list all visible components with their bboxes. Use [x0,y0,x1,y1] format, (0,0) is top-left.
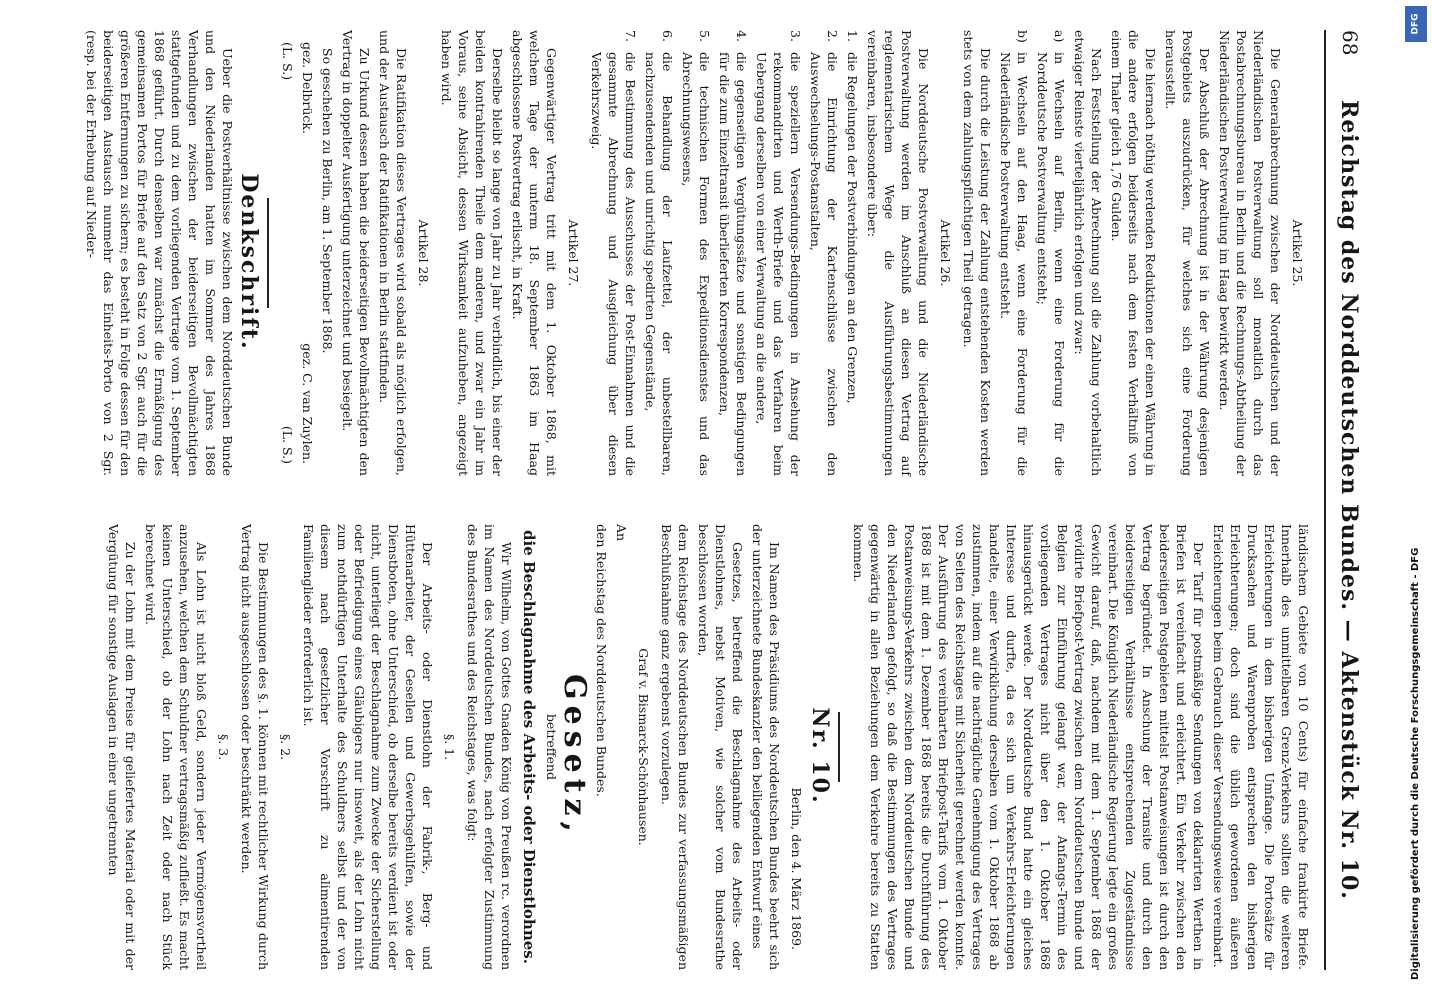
article-25-list [997,30,1068,476]
article-25-paragraph-5: Die durch die Leistung der Zahlung entstehenden Kosten werden stets von dem zahlungspflichtigen Theil getragen. [961,30,993,476]
signature-right: gez. C. van Zuylen. [300,343,315,464]
article-28-heading: Artikel 28. [416,219,431,287]
list-item: 5. die technischen Formen des Expeditionsdienstes und das Abrechnungswesens, [680,30,712,476]
denkschrift-paragraph-1: Ueber die Postverhältnisse zwischen dem Norddeutschen Bunde und den Niederlanden hatten im Sommer des Jahres 1868 Verhandlungen zwischen der beiderseitigen Bevollmächtigten stattgefunden und zu dem vorliegenden Vertrage vom 1. September 1868 geführt. Durch denselben war zunächst die Ermäßigung des gemeinsamen Portos für Briefe auf den Satz von 2 Sgr. auch für die größeren Entfernungen zu sichern; es besteht in Folge dessen für den beiderseitigen Austausch nunmehr das Einheits-Porto von 2 Sgr. (resp. bei der Erhebung auf Nieder- [84,30,235,476]
section-1-text: Der Arbeits- oder Dienstlohn der Fabrik-, Berg- und Hüttenarbeiter, der Gesellen und Gewerbsgehülfen, sowie der Dienstboten, ohne Unterschied, ob derselbe bereits verdient ist oder nicht, unterliegt der Beschlagnahme zum Zwecke der Sicherstellung oder Befriedigung eines Gläubigers nur insoweit, als der Lohn nicht zum nothdürftigen Unterhalte des Schuldners selbst und der von diesem nach gesetzlicher Vorschrift zu alimentirenden Familienglieder erforderlich ist. [301,524,435,970]
article-25-paragraph-3: Die hiernach nöthig werdenden Reduktionen der einen Währung in die andere erfolgen beiderseits nach dem festen Verhältniß von einem Thaler gleich 1,76 Gulden. [1109,30,1158,476]
header-rule [1324,30,1326,970]
section-2-heading: §. 2. [278,733,293,761]
denkschrift-heading: Denkschrift. [236,173,262,351]
section-rule [267,198,269,308]
section-3-heading: §. 3. [216,733,231,761]
article-25-heading: Artikel 25. [1290,219,1305,287]
article-26-paragraph-1: Die Norddeutsche Postverwaltung und die Niederländische Postverwaltung werden im Anschluß an diesen Vertrag auf reglementarischem Wege die Ausführungsbestimmungen vereinbaren, insbesondere über: [865,30,931,476]
continued-paragraph-2: Der Tarif für postmäßige Sendungen von deklarirten Werthen in Briefen ist vereinfacht und erleichtert. Ein Verkehr zwischen den beiderseitigen Postgebieten mittelst Postanweisungen ist durch den Vertrag begründet. In Anschung der Transite und durch den beiderseitigen Verhältnisse entsprechenden Zugeständnisse vereinbart. Die Königlich Niederländische Regierung legte ein großes Gewicht darauf, daß, nachdem mit dem 1. September 1868 der revidirte Briefpost-Vertrag zwischen dem Norddeutschen Bunde und Belgien zur Einführung gelangt war, der Anfangs-Termin des vorliegenden Vertrages nicht über den 1. Oktober 1868 hinausgerückt werde. Der Norddeutsche Bund hatte ein gleiches Interesse und durfte, da es sich um Verkehrs-Erleichterungen handelte, einer Verwirklichung derselben vom 1. Oktober 1868 ab zustimmen, indem auf die nachträgliche Genehmigung des Vertrages von Seiten des Reichstages mit Sicherheit gerechnet werden konnte. Der Ausführung des vereinbarten Briefpost-Tarifs vom 1. Oktober 1868 ist mit dem 1. Dezember 1868 bereits die Durchführung des Postanweisungs-Verkehrs zwischen dem Norddeutschen Bunde und den Niederlanden gefolgt, so daß die Bestimmungen des Vertrages gegenwärtig in allen Beziehungen dem Verkehre bereits zu Statten kommen. [851,524,1206,970]
cover-letter-end: dem Reichstage des Norddeutschen Bundes zur verfassungsmäßigen Beschlußnahme ganz ergebenst vorzulegen. [659,524,691,970]
article-28-paragraph-3: So geschehen zu Berlin, am 1. September 1868. [320,48,335,354]
preamble: Wir Wilhelm, von Gottes Gnaden König von Preußen rc. verordnen im Namen des Norddeutschen Bundes, nach erfolgter Zustimmung des Bundesrathes und des Reichstages, was folgt: [465,524,514,970]
left-column [80,30,1312,476]
list-item: 3. die speziellern Versendungs-Bedingungen in Ansehung der rekommandirten und Werth-Briefe und das Verfahren beim Uebergang derselben von einer Verwaltung an die andere, [754,30,803,476]
article-27-heading: Artikel 27. [566,219,581,287]
addressee-line-2: den Reichstag des Norddeutschen Bundes. [594,524,609,797]
article-25-item-a: a) in Wechseln auf Berlin, wenn eine Forderung für die Norddeutsche Postverwaltung entsteht; [1035,30,1067,476]
section-3-paragraph-1: Als Lohn ist nicht bloß Geld, sondern jeder Vermögensvortheil anzusehen, welchen dem Schuldner vertragsmäßig zufließt. Es macht keinen Unterschied, ob der Lohn nach Zeit oder nach Stück berechnet wird. [143,524,209,970]
addressee-line-1: An [614,524,629,542]
betreffend-label: betreffend [544,713,559,781]
document-number-heading: Nr. 10. [807,707,833,805]
seals [279,30,296,476]
article-27-paragraph-1: Gegenwärtiger Vertrag tritt mit dem 1. Oktober 1868, mit welchem Tage der unterm 18. September 1863 im Haag abgeschlossene Postvertrag erlischt, in Kraft. [510,30,559,476]
list-item: 2. die Einrichtung der Kartenschlüsse zwischen den Auswechselungs-Postanstalten, [808,30,840,476]
section-2-text: Die Bestimmungen des §. 1. können mit rechtlicher Wirkung durch Vertrag nicht ausgeschlossen oder beschränkt werden. [239,524,271,970]
section-rule [838,712,840,782]
list-item: 1. die Regelungen der Postverbindungen an den Grenzen, [845,30,860,404]
running-head [1328,30,1362,970]
article-25-paragraph-4: Nach Feststellung der Abrechnung soll die Zahlung vorbehaltlich etwaiger Reinste vierteljährlich erfolgen und zwar: [1072,30,1104,476]
dfg-credit-text: Digitalisierung gefördert durch die Deutsche Forschungsgemeinschaft - DFG [1410,547,1421,980]
section-3-paragraph-2: Zu der Lohn mit dem Preise für geliefertes Material oder mit der Vergütung für sonstige Auslagen in einer ungetrennten [106,524,138,970]
signatures [299,30,316,476]
list-item: 4. die gegenseitigen Vergütungssätze und sonstigen Bedingungen für die zum Einzeltransit überlieferten Korrespondenzen, [717,30,749,476]
list-item: 7. die Bestimmung des Ausschusses der Post-Einnahmen und die gesammte Abrechnung und Ausgleichung über diesen Verkehrszweig. [589,30,638,476]
running-title: Reichstag des Norddeutschen Bundes. — Aktenstück Nr. 10. [1336,100,1362,900]
dfg-logo: DFG [1405,6,1427,42]
right-column [102,524,1312,970]
article-26-list [588,30,861,476]
seal-right: (L. S.) [280,425,295,464]
list-item: 6. die Behandlung der Laufzettel, der unbestellbaren, nachzusendenden und unrichtig spedirten Gegenstände, [643,30,675,476]
seal-left: (L. S.) [280,42,295,81]
continued-paragraph-1: ländischem Gebiete von 10 Cents) für einfache frankirte Briefe. Innerhalb des unmittelbaren Grenz-Verkehrs sollten die weiteren Erleichterungen in dem bisherigen Umfange. Die Portosätze für Drucksachen und Warenproben entsprechen den bisherigen Erleichterungen; doch sind die üblich gewordenen äußeren Erleichterungen beim Gebrauch dieser Versendungsweise vereinbart. [1211,524,1311,970]
article-28-paragraph-1: Die Ratifikation dieses Vertrages wird sobald als möglich erfolgen, und der Austausch der Ratifikationen in Berlin stattfinden. [377,30,409,476]
article-25-paragraph-2: Der Abschluß der Abrechnung ist in der Währung desjenigen Postgebiets auszudrücken, für welches sich eine Forderung herausstellt. [1163,30,1212,476]
cover-letter-gesetz-title: Gesetzes, betreffend die Beschlagnahme des Arbeits- oder Dienstlohnes, nebst Motiven, wie solcher vom Bundesrathe beschlossen worden, [696,524,745,970]
article-27-paragraph-2: Derselbe bleibt so lange von Jahr zu Jahr verbindlich, bis einer der beiden kontrahirenden Theile dem anderen, und zwar ein Jahr im Voraus, seine Absicht, dessen Wirksamkeit aufzuheben, angezeigt haben wird. [439,30,505,476]
article-25-item-b: b) in Wechseln auf den Haag, wenn eine Forderung für die Niederländische Postverwaltung entsteht. [998,30,1030,476]
gesetz-heading: Gesetz, [557,673,592,839]
article-25-paragraph-1: Die Generalabrechnung zwischen der Norddeutschen und der Niederländischen Postverwaltung soll monatlich durch das Postabrechnungsbureau in Berlin und die Rechnungs-Abtheilung der Niederländischen Postverwaltung im Haag bewirkt werden. [1217,30,1283,476]
page-number: 68 [1338,30,1362,56]
section-1-heading: §. 1. [442,733,457,761]
law-subject: die Beschlagnahme des Arbeits- oder Dienstlohnes. [520,530,538,964]
dfg-credit-bar [1400,0,1432,1000]
signature-left: gez. Delbrück. [300,42,315,134]
signer: Graf v. Bismarck-Schönhausen. [636,648,651,846]
article-28-paragraph-2: Zu Urkund dessen haben die beiderseitigen Bevollmächtigten den Vertrag in doppelter Ausfertigung unterzeichnet und besiegelt. [340,30,372,476]
date-line: Berlin, den 4. März 1869. [789,787,804,950]
article-26-heading: Artikel 26. [938,219,953,287]
cover-letter-intro: Im Namen des Präsidiums des Norddeutschen Bundes beehrt sich der unterzeichnete Bundeskanzler den beiliegenden Entwurf eines [750,524,782,970]
